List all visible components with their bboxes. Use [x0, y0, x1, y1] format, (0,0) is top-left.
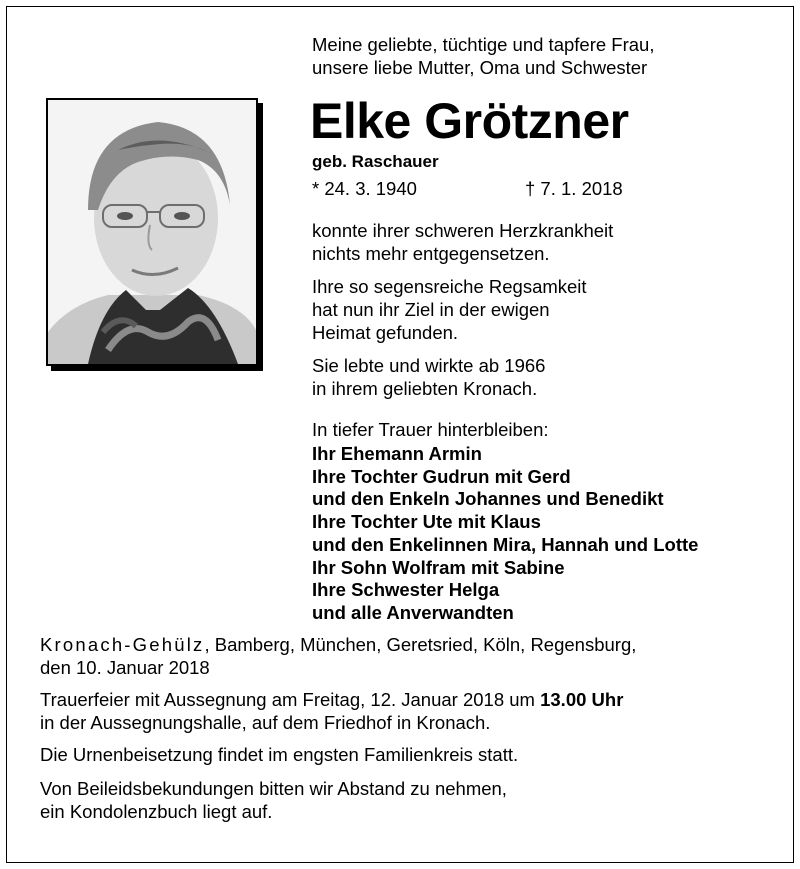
portrait-illustration [48, 100, 256, 364]
paragraph-line: Heimat gefunden. [312, 322, 459, 343]
maiden-name: geb. Raschauer [312, 152, 439, 171]
notice-date: den 10. Januar 2018 [40, 657, 210, 678]
intro-line-2: unsere liebe Mutter, Oma und Schwester [312, 57, 648, 78]
ceremony-text: Trauerfeier mit Aussegnung am Freitag, 12. Januar 2018 um [40, 689, 541, 710]
family-member: Ihre Schwester Helga [312, 579, 500, 601]
place-others: , Bamberg, München, Geretsried, Köln, Regensburg, [204, 634, 637, 655]
intro-text [312, 33, 654, 79]
family-member: Ihr Sohn Wolfram mit Sabine [312, 556, 565, 578]
deceased-name: Elke Grötzner [310, 93, 629, 149]
death-date: † 7. 1. 2018 [525, 178, 623, 199]
family-member: und den Enkelinnen Mira, Hannah und Lotte [312, 533, 699, 555]
family-member: Ihre Tochter Ute mit Klaus [312, 511, 541, 533]
paragraph-line: nichts mehr entgegensetzen. [312, 243, 550, 264]
urn-burial-note: Die Urnenbeisetzung findet im engsten Familienkreis statt. [40, 744, 519, 765]
portrait-photo [46, 98, 258, 366]
paragraph-illness [312, 219, 613, 265]
family-list [312, 443, 698, 625]
paragraph-line: hat nun ihr Ziel in der ewigen [312, 299, 550, 320]
places-line [40, 633, 636, 656]
paragraph-line: Sie lebte und wirkte ab 1966 [312, 355, 546, 376]
condolence-line-2: ein Kondolenzbuch liegt auf. [40, 801, 273, 822]
condolence-line-1: Von Beileidsbekundungen bitten wir Abstand zu nehmen, [40, 778, 507, 799]
mourning-intro: In tiefer Trauer hinterbleiben: [312, 419, 549, 440]
paragraph-line: Ihre so segensreiche Regsamkeit [312, 276, 587, 297]
intro-line-1: Meine geliebte, tüchtige und tapfere Frau, [312, 34, 655, 55]
paragraph-activity [312, 275, 587, 344]
place-primary: Kronach-Gehülz [40, 634, 205, 655]
ceremony-location: in der Aussegnungshalle, auf dem Friedhof in Kronach. [40, 712, 491, 733]
paragraph-line: in ihrem geliebten Kronach. [312, 378, 538, 399]
ceremony-line [40, 688, 623, 711]
family-member: und den Enkeln Johannes und Benedikt [312, 488, 664, 510]
paragraph-kronach [312, 354, 545, 400]
family-member: Ihr Ehemann Armin [312, 443, 482, 464]
paragraph-line: konnte ihrer schweren Herzkrankheit [312, 220, 614, 241]
family-member: und alle Anverwandten [312, 601, 514, 623]
ceremony-time: 13.00 Uhr [540, 689, 624, 710]
birth-date: * 24. 3. 1940 [312, 178, 417, 199]
family-member: Ihre Tochter Gudrun mit Gerd [312, 465, 571, 487]
